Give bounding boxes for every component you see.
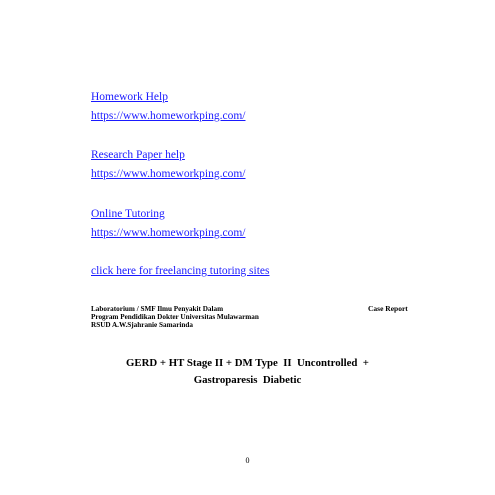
online-tutoring-link[interactable]: Online Tutoring [91,208,165,220]
freelancing-tutoring-link[interactable]: click here for freelancing tutoring sites [91,265,270,277]
research-paper-help-link[interactable]: Research Paper help [91,149,185,161]
online-tutoring-url-link[interactable]: https://www.homeworkping.com/ [91,227,246,239]
program-header-line: Program Pendidikan Dokter Universitas Mulawarman [91,313,259,321]
hospital-header-line: RSUD A.W.Sjahranie Samarinda [91,321,193,329]
homework-help-url-link[interactable]: https://www.homeworkping.com/ [91,110,246,122]
homework-help-link[interactable]: Homework Help [91,91,168,103]
document-title-line-1: GERD + HT Stage II + DM Type II Uncontrolled + [126,357,369,369]
page-number: 0 [245,456,250,465]
document-title-line-2: Gastroparesis Diabetic [193,374,302,386]
case-report-label: Case Report [368,304,408,313]
research-paper-help-url-link[interactable]: https://www.homeworkping.com/ [91,168,246,180]
department-header-line: Laboratorium / SMF Ilmu Penyakit Dalam [91,305,224,313]
